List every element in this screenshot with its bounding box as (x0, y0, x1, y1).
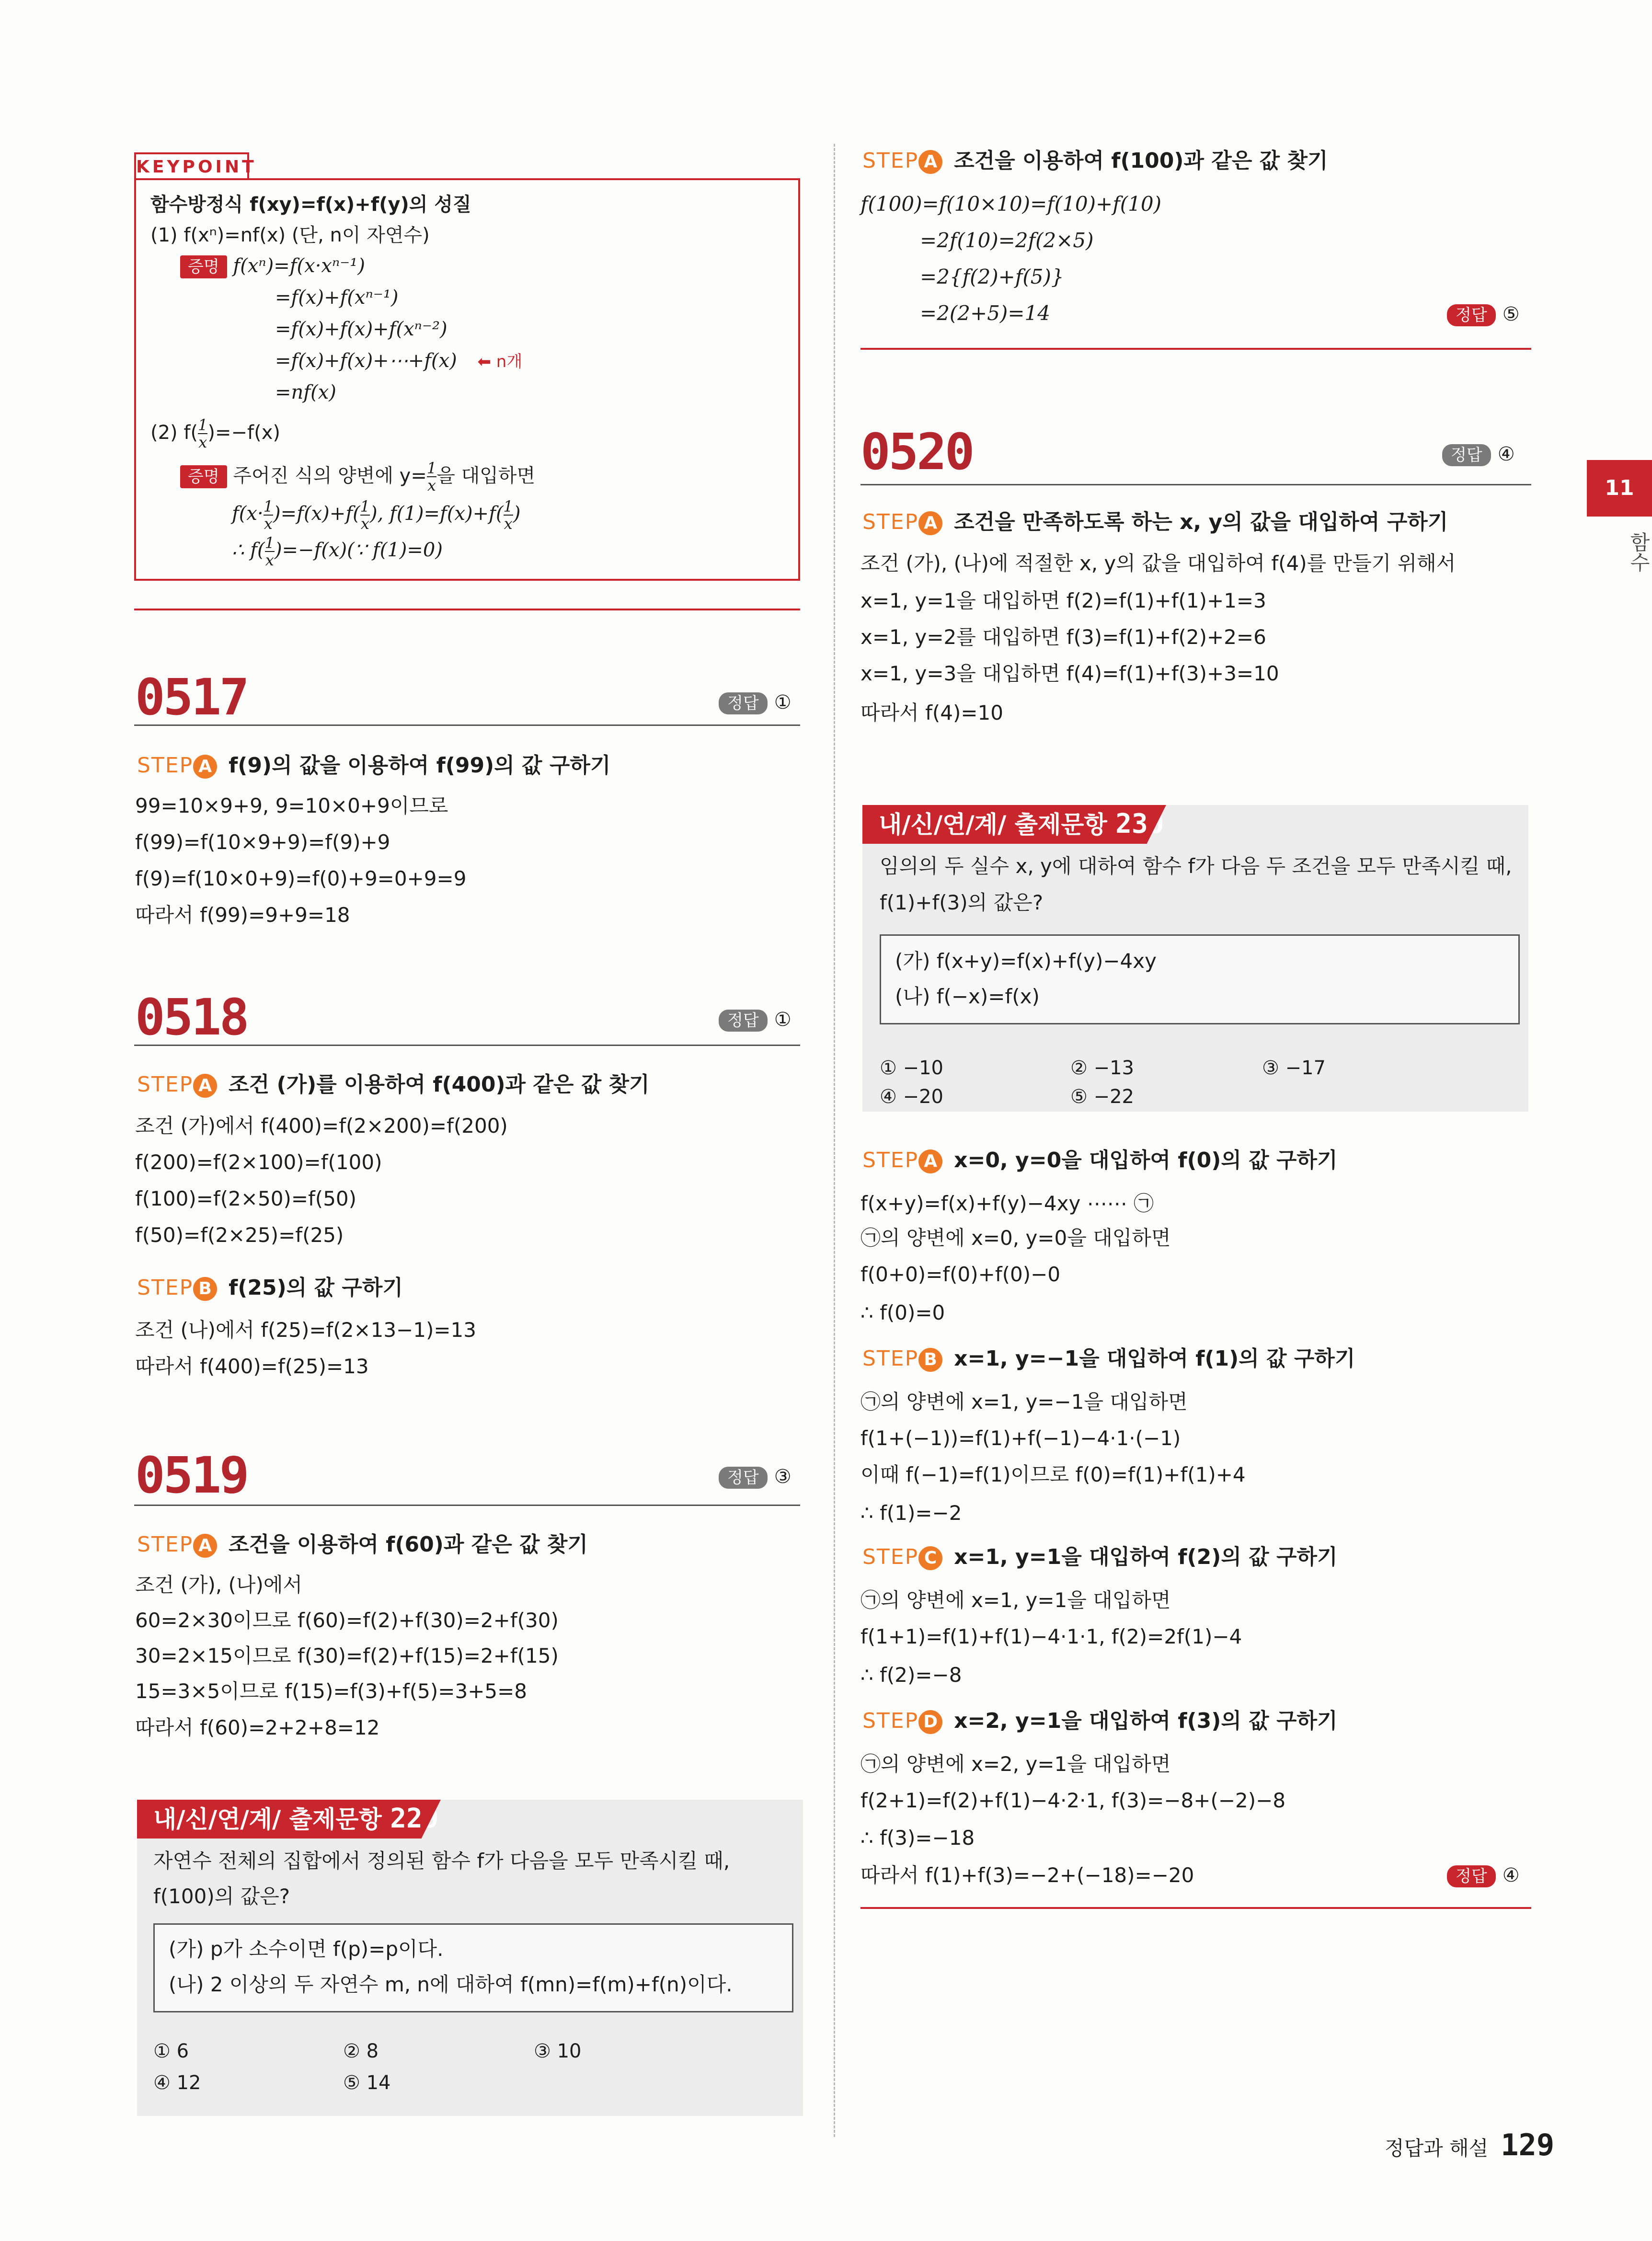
line-0518-a3: f(50)=f(2×25)=f(25) (135, 1223, 344, 1247)
rule-0518 (134, 1045, 800, 1046)
line-0518-a0: 조건 (가)에서 f(400)=f(2×200)=f(200) (135, 1114, 508, 1138)
keypoint-box (134, 178, 800, 581)
line-230-a0: f(x+y)=f(x)+f(y)−4xy ⋯⋯ ㉠ (860, 1192, 1154, 1215)
answer-230: 정답 ④ (1447, 1863, 1520, 1888)
proof1-line1: =f(x)+f(xⁿ⁻¹) (275, 287, 399, 309)
chapter-tab: 11 (1587, 460, 1652, 517)
answer-0519: 정답 ③ (719, 1464, 792, 1489)
proof-label: 증명 (180, 255, 227, 278)
q229-choice-4: ④ 12 (153, 2072, 201, 2094)
proof2-label: 증명 (180, 465, 227, 488)
proof1-line2: =f(x)+f(x)+f(xⁿ⁻²) (275, 318, 447, 340)
q229-choice-2: ② 8 (343, 2040, 379, 2062)
line-230-b1: f(1+(−1))=f(1)+f(−1)−4·1·(−1) (860, 1426, 1181, 1450)
q229-choice-3: ③ 10 (534, 2040, 582, 2062)
q229-line1: f(100)의 값은? (153, 1885, 290, 1908)
proof1-line0: f(xⁿ)=f(x·xⁿ⁻¹) (233, 255, 365, 277)
line-0520-4: 따라서 f(4)=10 (860, 701, 1003, 724)
n-count-note: ⬅ n개 (477, 352, 523, 371)
line-230-d2: ∴ f(3)=−18 (860, 1826, 975, 1850)
line-230-a1: ㉠의 양변에 x=0, y=0을 대입하면 (860, 1226, 1171, 1250)
naesin-230-header: 내/신/연/계/ 출제문항 230 (862, 805, 1147, 844)
q230-cond1: (나) f(−x)=f(x) (895, 985, 1040, 1008)
line-0517-0: 99=10×9+9, 9=10×0+9이므로 (135, 794, 448, 817)
line-0518-a2: f(100)=f(2×50)=f(50) (135, 1187, 357, 1210)
proof2-line1: f(x· $\frac{1}{x}$ )=f(x)+f( $\frac{1}{x}$ ), f(1)=f(x)+f( $\frac{1}{x}$ ) (232, 497, 521, 533)
line-230-a2: f(0+0)=f(0)+f(0)−0 (860, 1263, 1061, 1286)
line-230-c0: ㉠의 양변에 x=1, y=1을 대입하면 (860, 1588, 1171, 1612)
step-b-230: STEP B x=1, y=−1을 대입하여 f(1)의 값 구하기 (862, 1346, 1355, 1371)
line-230-c2: ∴ f(2)=−8 (860, 1663, 962, 1687)
line-0519-1: 60=2×30이므로 f(60)=f(2)+f(30)=2+f(30) (135, 1609, 559, 1632)
question-number-0517: 0517 (135, 668, 248, 726)
column-separator (834, 144, 835, 2137)
rule-0520 (860, 484, 1531, 485)
step-b-0518: STEP B f(25)의 값 구하기 (137, 1276, 403, 1300)
proof1-line3: =f(x)+f(x)+⋯+f(x) (275, 350, 457, 372)
step-a-0517: STEP A f(9)의 값을 이용하여 f(99)의 값 구하기 (137, 753, 611, 778)
q230-choice-4: ④ −20 (880, 1086, 943, 1108)
answer-0517: 정답 ① (719, 690, 792, 715)
answer-0518: 정답 ① (719, 1007, 792, 1032)
step-d-230: STEP D x=2, y=1을 대입하여 f(3)의 값 구하기 (862, 1709, 1338, 1733)
step-a-0520: STEP A 조건을 만족하도록 하는 x, y의 값을 대입하여 구하기 (862, 510, 1448, 534)
line-230-b0: ㉠의 양변에 x=1, y=−1을 대입하면 (860, 1390, 1188, 1414)
naesin-229-header: 내/신/연/계/ 출제문항 229 (137, 1800, 422, 1839)
q229-line0: 자연수 전체의 집합에서 정의된 함수 f가 다음을 모두 만족시킬 때, (153, 1849, 730, 1873)
line-0519-3: 15=3×5이므로 f(15)=f(3)+f(5)=3+5=8 (135, 1679, 528, 1703)
line-0520-2: x=1, y=2를 대입하면 f(3)=f(1)+f(2)+2=6 (860, 625, 1266, 649)
line-230-d0: ㉠의 양변에 x=2, y=1을 대입하면 (860, 1752, 1171, 1776)
line-0517-1: f(99)=f(10×9+9)=f(9)+9 (135, 830, 390, 854)
q230-choice-1: ① −10 (880, 1057, 943, 1079)
step-a-0518: STEP A 조건 (가)를 이용하여 f(400)과 같은 값 찾기 (137, 1072, 650, 1097)
line-230-b2: 이때 f(−1)=f(1)이므로 f(0)=f(1)+f(1)+4 (860, 1463, 1246, 1486)
page-footer: 정답과 해설 129 (1385, 2127, 1555, 2162)
q230-line1: f(1)+f(3)의 값은? (880, 891, 1044, 914)
keypoint-tag: KEYPOINT (134, 152, 249, 180)
q230-choice-2: ② −13 (1070, 1057, 1134, 1079)
step-a-230: STEP A x=0, y=0을 대입하여 f(0)의 값 구하기 (862, 1148, 1338, 1172)
line-0518-a1: f(200)=f(2×100)=f(100) (135, 1150, 382, 1174)
proof1-line4: =nf(x) (275, 381, 336, 403)
line-230-c1: f(1+1)=f(1)+f(1)−4·1·1, f(2)=2f(1)−4 (860, 1625, 1242, 1648)
sol230-divider (860, 1907, 1531, 1909)
question-number-0520: 0520 (860, 423, 973, 481)
proof2-text: 주어진 식의 양변에 y= $\frac{1}{x}$ 을 대입하면 (233, 459, 536, 494)
q229-cond0: (가) p가 소수이면 f(p)=p이다. (169, 1937, 444, 1961)
line-0520-3: x=1, y=3을 대입하면 f(4)=f(1)+f(3)+3=10 (860, 662, 1279, 685)
step-a-229-solution: STEP A 조건을 이용하여 f(100)과 같은 값 찾기 (862, 149, 1328, 173)
keypoint-item1: (1) f(xⁿ)=nf(x) (단, n이 자연수) (150, 224, 430, 246)
line-0519-2: 30=2×15이므로 f(30)=f(2)+f(15)=2+f(15) (135, 1644, 559, 1667)
rule-0519 (134, 1505, 800, 1506)
line-0519-0: 조건 (가), (나)에서 (135, 1573, 303, 1597)
keypoint-divider (134, 609, 800, 610)
line-230-d3: 따라서 f(1)+f(3)=−2+(−18)=−20 (860, 1863, 1194, 1887)
q229-choice-5: ⑤ 14 (343, 2072, 391, 2094)
line-0517-2: f(9)=f(10×0+9)=f(0)+9=0+9=9 (135, 867, 467, 890)
sol229-line2: =2{f(2)+f(5)} (920, 265, 1064, 288)
keypoint-title: 함수방정식 f(xy)=f(x)+f(y)의 성질 (150, 194, 471, 216)
question-number-0519: 0519 (135, 1446, 248, 1505)
line-230-b3: ∴ f(1)=−2 (860, 1501, 962, 1525)
step-a-0519: STEP A 조건을 이용하여 f(60)과 같은 값 찾기 (137, 1532, 588, 1557)
sol229-line3: =2(2+5)=14 (920, 301, 1050, 325)
answer-0520: 정답 ④ (1442, 442, 1515, 467)
rule-0517 (134, 724, 800, 726)
q229-choice-1: ① 6 (153, 2040, 189, 2062)
line-230-d1: f(2+1)=f(2)+f(1)−4·2·1, f(3)=−8+(−2)−8 (860, 1789, 1286, 1812)
sol229-divider (860, 348, 1531, 350)
line-0519-4: 따라서 f(60)=2+2+8=12 (135, 1716, 380, 1739)
sol229-line0: f(100)=f(10×10)=f(10)+f(10) (860, 192, 1161, 216)
keypoint-item2: (2) f( $\frac{1}{x}$ )=−f(x) (150, 416, 281, 451)
sol229-line1: =2f(10)=2f(2×5) (920, 229, 1094, 252)
q230-choice-3: ③ −17 (1262, 1057, 1326, 1079)
step-c-230: STEP C x=1, y=1을 대입하여 f(2)의 값 구하기 (862, 1545, 1338, 1569)
line-0520-0: 조건 (가), (나)에 적절한 x, y의 값을 대입하여 f(4)를 만들기 위해서 (860, 552, 1456, 575)
line-0517-3: 따라서 f(99)=9+9=18 (135, 903, 350, 927)
answer-229: 정답 ⑤ (1447, 302, 1520, 327)
q230-cond0: (가) f(x+y)=f(x)+f(y)−4xy (895, 949, 1157, 973)
q230-line0: 임의의 두 실수 x, y에 대하여 함수 f가 다음 두 조건을 모두 만족시킬 때, (880, 854, 1512, 878)
chapter-label: 함수 (1627, 532, 1651, 572)
proof2-line2: ∴ f( $\frac{1}{x}$ )=−f(x)(∵ f(1)=0) (232, 534, 443, 569)
line-0518-b1: 따라서 f(400)=f(25)=13 (135, 1355, 369, 1378)
line-0518-b0: 조건 (나)에서 f(25)=f(2×13−1)=13 (135, 1318, 476, 1342)
line-0520-1: x=1, y=1을 대입하면 f(2)=f(1)+f(1)+1=3 (860, 589, 1266, 612)
line-230-a3: ∴ f(0)=0 (860, 1301, 945, 1324)
question-number-0518: 0518 (135, 988, 248, 1046)
q230-choice-5: ⑤ −22 (1070, 1086, 1134, 1108)
q229-cond1: (나) 2 이상의 두 자연수 m, n에 대하여 f(mn)=f(m)+f(n)이다. (169, 1973, 733, 1996)
